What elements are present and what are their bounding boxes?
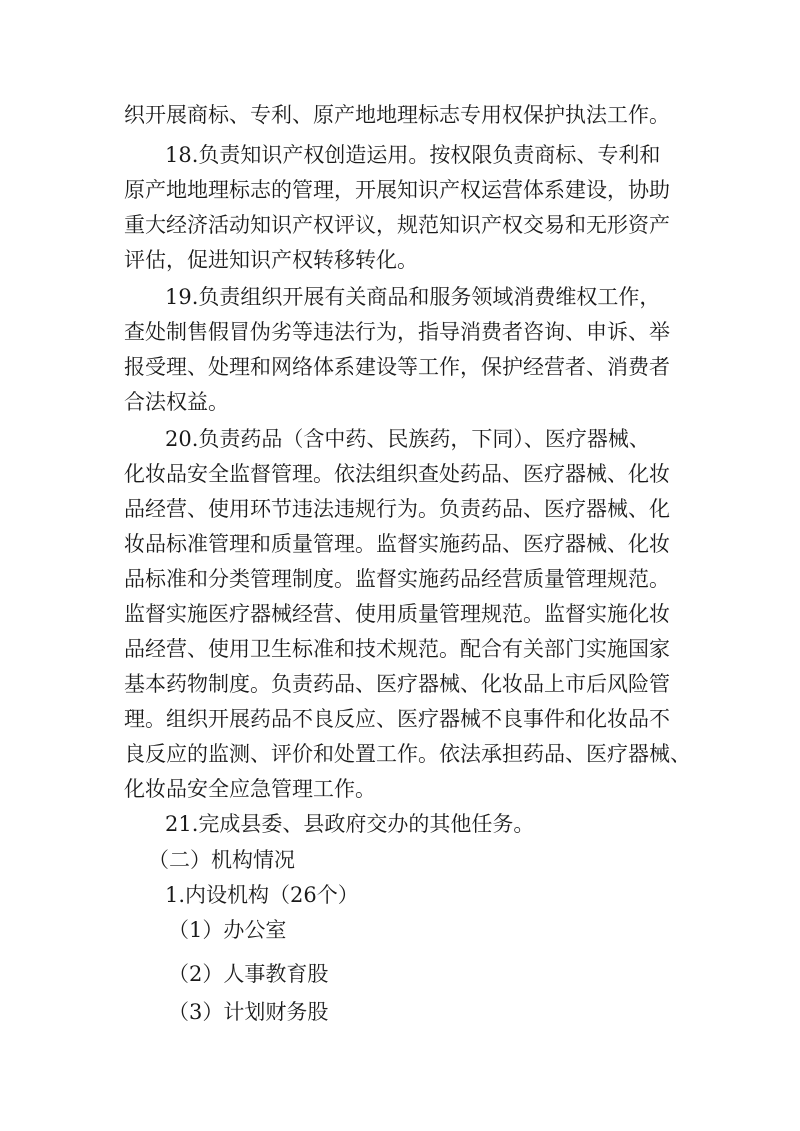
- body-text-line: 评估，促进知识产权转移转化。: [124, 248, 418, 272]
- list-item: （2）人事教育股: [168, 962, 329, 986]
- body-text-line: 21.完成县委、县政府交办的其他任务。: [165, 812, 535, 836]
- body-text-line: 重大经济活动知识产权评议，规范知识产权交易和无形资产: [124, 213, 670, 237]
- body-text-line: 良反应的监测、评价和处置工作。依法承担药品、医疗器械、: [124, 742, 691, 766]
- list-item: （3）计划财务股: [168, 1000, 329, 1024]
- list-item: （1）办公室: [168, 918, 287, 942]
- body-text-line: 查处制售假冒伪劣等违法行为，指导消费者咨询、申诉、举: [124, 320, 670, 344]
- body-text-line: 原产地地理标志的管理，开展知识产权运营体系建设，协助: [124, 178, 670, 202]
- body-text-line: 化妆品安全应急管理工作。: [124, 777, 376, 801]
- body-text-line: 20.负责药品（含中药、民族药，下同）、医疗器械、: [165, 427, 650, 451]
- body-text-line: 19.负责组织开展有关商品和服务领域消费维权工作，: [165, 285, 661, 309]
- body-text-line: 监督实施医疗器械经营、使用质量管理规范。监督实施化妆: [124, 602, 670, 626]
- body-text-line: 报受理、处理和网络体系建设等工作，保护经营者、消费者: [124, 355, 670, 379]
- subsection-heading: 1.内设机构（26个）: [165, 883, 359, 907]
- body-text-line: 织开展商标、专利、原产地地理标志专用权保护执法工作。: [124, 103, 670, 127]
- body-text-line: 品经营、使用卫生标准和技术规范。配合有关部门实施国家: [124, 637, 670, 661]
- body-text-line: 理。组织开展药品不良反应、医疗器械不良事件和化妆品不: [124, 707, 670, 731]
- body-text-line: 品经营、使用环节违法违规行为。负责药品、医疗器械、化: [124, 497, 670, 521]
- body-text-line: 品标准和分类管理制度。监督实施药品经营质量管理规范。: [124, 567, 670, 591]
- body-text-line: 化妆品安全监督管理。依法组织查处药品、医疗器械、化妆: [124, 462, 670, 486]
- body-text-line: 合法权益。: [124, 390, 229, 414]
- body-text-line: 妆品标准管理和质量管理。监督实施药品、医疗器械、化妆: [124, 532, 670, 556]
- body-text-line: 基本药物制度。负责药品、医疗器械、化妆品上市后风险管: [124, 672, 670, 696]
- section-heading: （二）机构情况: [148, 848, 295, 872]
- body-text-line: 18.负责知识产权创造运用。按权限负责商标、专利和: [165, 143, 661, 167]
